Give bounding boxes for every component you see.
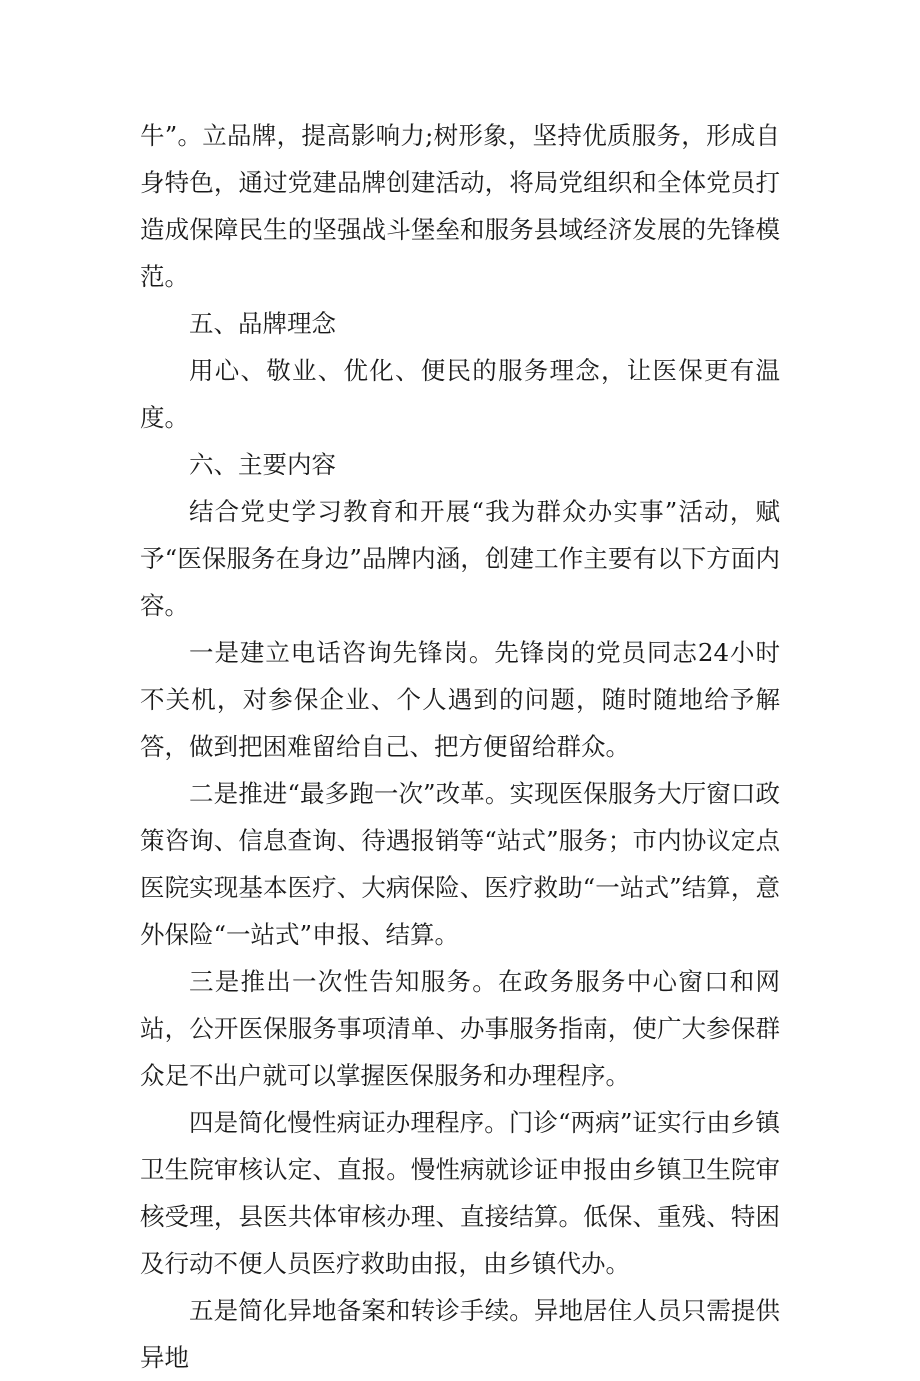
paragraph-item-three: 三是推出一次性告知服务。在政务服务中心窗口和网站，公开医保服务事项清单、办事服务指南，使广大参保群众足不出户就可以掌握医保服务和办理程序。 [140, 967, 780, 1090]
section-heading-main-content: 六、主要内容 [189, 450, 336, 479]
paragraph-item-two: 二是推进“最多跑一次”改革。实现医保服务大厅窗口政策咨询、信息查询、待遇报销等“站式”服务；市内协议定点医院实现基本医疗、大病保险、医疗救助“一站式”结算，意外保险“一站式”申报、结算。 [140, 779, 780, 949]
paragraph-main-content-intro: 结合党史学习教育和开展“我为群众办实事”活动，赋予“医保服务在身边”品牌内涵，创建工作主要有以下方面内容。 [140, 497, 780, 620]
paragraph-brand-concept: 用心、敬业、优化、便民的服务理念，让医保更有温度。 [140, 356, 780, 432]
paragraph-item-one: 一是建立电话咨询先锋岗。先锋岗的党员同志24小时不关机，对参保企业、个人遇到的问题，随时随地给予解答，做到把困难留给自己、把方便留给群众。 [140, 638, 780, 761]
paragraph-item-four: 四是简化慢性病证办理程序。门诊“两病”证实行由乡镇卫生院审核认定、直报。慢性病就诊证申报由乡镇卫生院审核受理，县医共体审核办理、直接结算。低保、重残、特困及行动不便人员医疗救助由报，由乡镇代办。 [140, 1108, 780, 1278]
document-body [140, 112, 780, 1381]
paragraph-continuation: 牛”。立品牌，提高影响力;树形象，坚持优质服务，形成自身特色，通过党建品牌创建活动，将局党组织和全体党员打造成保障民生的坚强战斗堡垒和服务县域经济发展的先锋模范。 [140, 121, 780, 291]
paragraph-item-five: 五是简化异地备案和转诊手续。异地居住人员只需提供异地 [140, 1296, 780, 1372]
section-heading-brand-concept: 五、品牌理念 [189, 309, 336, 338]
